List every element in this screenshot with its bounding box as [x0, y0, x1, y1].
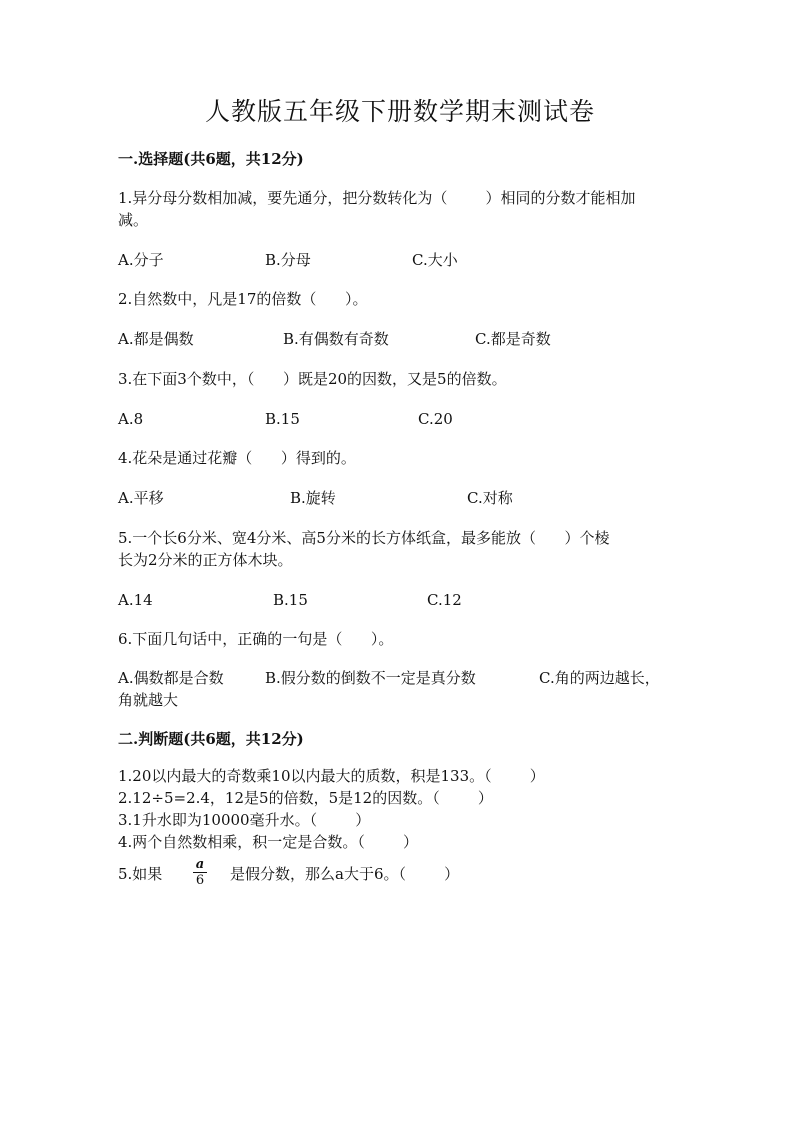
judgment-question-2: 2.12÷5=2.4，12是5的倍数，5是12的因数。（ ）	[118, 789, 493, 807]
question-1-line-1: 1.异分母分数相加减，要先通分，把分数转化为（ ）相同的分数才能相加	[118, 189, 636, 207]
judgment-question-5-prefix: 5.如果	[118, 865, 163, 883]
question-3-option-b: B.15	[265, 410, 300, 428]
question-5-option-b: B.15	[273, 591, 308, 609]
fraction-a-over-6	[193, 858, 207, 888]
question-5-line-1: 5.一个长6分米、宽4分米、高5分米的长方体纸盒，最多能放（ ）个棱	[118, 529, 610, 547]
question-4-option-b: B.旋转	[290, 489, 336, 507]
question-1-option-a: A.分子	[118, 251, 164, 269]
question-6-option-c-continued: 角就越大	[118, 691, 179, 709]
question-3-option-c: C.20	[418, 410, 453, 428]
question-5-line-2: 长为2分米的正方体木块。	[118, 551, 293, 569]
question-6-option-c: C.角的两边越长，	[539, 669, 660, 687]
fraction-denominator: 6	[193, 872, 207, 888]
question-4-option-c: C.对称	[467, 489, 513, 507]
question-1-option-b: B.分母	[265, 251, 311, 269]
section-heading-judgment: 二.判断题(共6题，共12分)	[118, 730, 304, 748]
question-2-option-b: B.有偶数有奇数	[283, 330, 389, 348]
judgment-question-5-suffix: 是假分数，那么a大于6。（ ）	[230, 865, 460, 883]
question-5-option-a: A.14	[118, 591, 153, 609]
question-1-line-2: 减。	[118, 211, 149, 229]
judgment-question-4: 4.两个自然数相乘，积一定是合数。（ ）	[118, 833, 418, 851]
question-3-option-a: A.8	[118, 410, 144, 428]
page-title: 人教版五年级下册数学期末测试卷	[204, 97, 595, 126]
question-3-text: 3.在下面3个数中，（ ）既是20的因数，又是5的倍数。	[118, 370, 507, 388]
question-4-option-a: A.平移	[118, 489, 164, 507]
question-6-option-a: A.偶数都是合数	[118, 669, 224, 687]
fraction-numerator: a	[195, 857, 205, 872]
question-5-option-c: C.12	[427, 591, 462, 609]
section-heading-choice: 一.选择题(共6题，共12分)	[118, 150, 304, 168]
judgment-question-3: 3.1升水即为10000毫升水。（ ）	[118, 811, 371, 829]
question-6-option-b: B.假分数的倒数不一定是真分数	[265, 669, 476, 687]
question-2-option-c: C.都是奇数	[475, 330, 551, 348]
question-2-option-a: A.都是偶数	[118, 330, 194, 348]
question-6-text: 6.下面几句话中，正确的一句是（ ）。	[118, 630, 394, 648]
question-2-text: 2.自然数中，凡是17的倍数（ ）。	[118, 290, 368, 308]
question-1-option-c: C.大小	[412, 251, 458, 269]
question-4-text: 4.花朵是通过花瓣（ ）得到的。	[118, 449, 356, 467]
judgment-question-1: 1.20以内最大的奇数乘10以内最大的质数，积是133。（ ）	[118, 767, 545, 785]
